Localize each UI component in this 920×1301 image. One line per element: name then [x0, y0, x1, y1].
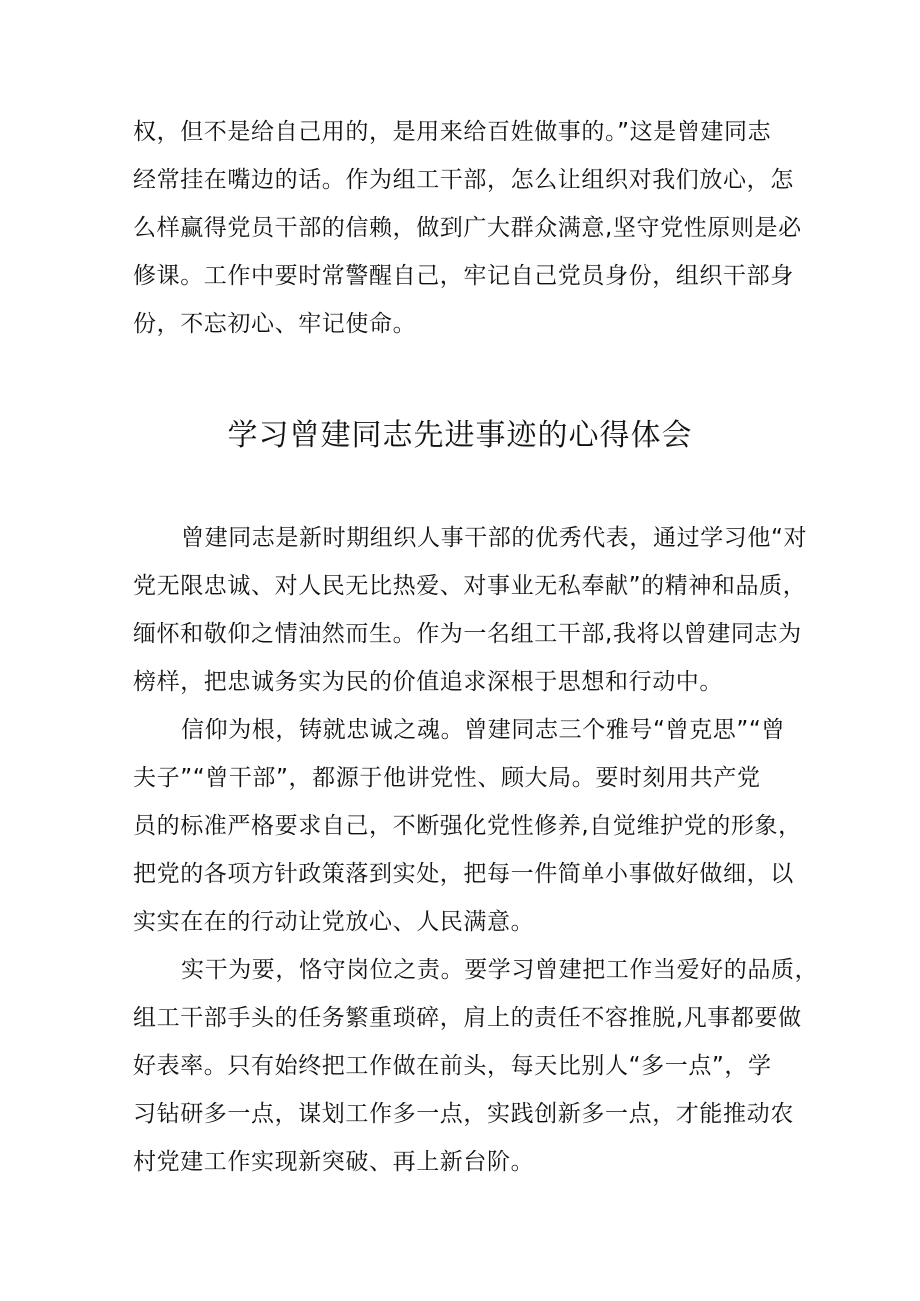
paragraph-practice [133, 946, 819, 1186]
paragraph-line: 好表率。只有始终把工作做在前头，每天比别人“多一点”，学 [133, 1053, 772, 1079]
paragraph-line: 组工干部手头的任务繁重琐碎，肩上的责任不容推脱,凡事都要做 [133, 1005, 802, 1031]
paragraph-line: 信仰为根，铸就忠诚之魂。曾建同志三个雅号“曾克思”“曾 [181, 717, 785, 743]
paragraph-line: 权，但不是给自己用的，是用来给百姓做事的。”这是曾建同志 [133, 119, 772, 145]
paragraph-line: 夫子”“曾干部”，都源于他讲党性、顾大局。要时刻用共产党 [133, 765, 761, 791]
paragraph-line: 把党的各项方针政策落到实处，把每一件简单小事做好做细，以 [133, 861, 794, 887]
document-title: 学习曾建同志先进事迹的心得体会 [227, 418, 693, 453]
paragraph-line: 么样赢得党员干部的信赖，做到广大群众满意,坚守党性原则是必 [133, 215, 802, 241]
paragraph-line: 党无限忠诚、对人民无比热爱、对事业无私奉献”的精神和品质， [133, 573, 807, 599]
paragraph-line: 实实在在的行动让党放心、人民满意。 [133, 909, 535, 935]
paragraph-belief [133, 706, 802, 946]
paragraph-line: 榜样，把忠诚务实为民的价值追求深根于思想和行动中。 [133, 669, 723, 695]
paragraph-line: 实干为要，恪守岗位之责。要学习曾建把工作当爱好的品质， [181, 957, 819, 983]
continued-paragraph [133, 108, 802, 348]
paragraph-line: 习钻研多一点，谋划工作多一点，实践创新多一点，才能推动农 [133, 1101, 794, 1127]
paragraph-line: 曾建同志是新时期组织人事干部的优秀代表，通过学习他“对 [181, 525, 808, 551]
paragraph-line: 修课。工作中要时常警醒自己，牢记自己党员身份，组织干部身 [133, 263, 794, 289]
paragraph-line: 份，不忘初心、牢记使命。 [133, 311, 417, 337]
paragraph-line: 村党建工作实现新突破、再上新台阶。 [133, 1149, 535, 1175]
paragraph-intro [133, 514, 808, 706]
paragraph-line: 缅怀和敬仰之情油然而生。作为一名组工干部,我将以曾建同志为 [133, 621, 802, 647]
paragraph-line: 员的标准严格要求自己，不断强化党性修养,自觉维护党的形象， [133, 813, 802, 839]
paragraph-line: 经常挂在嘴边的话。作为组工干部，怎么让组织对我们放心，怎 [133, 167, 794, 193]
